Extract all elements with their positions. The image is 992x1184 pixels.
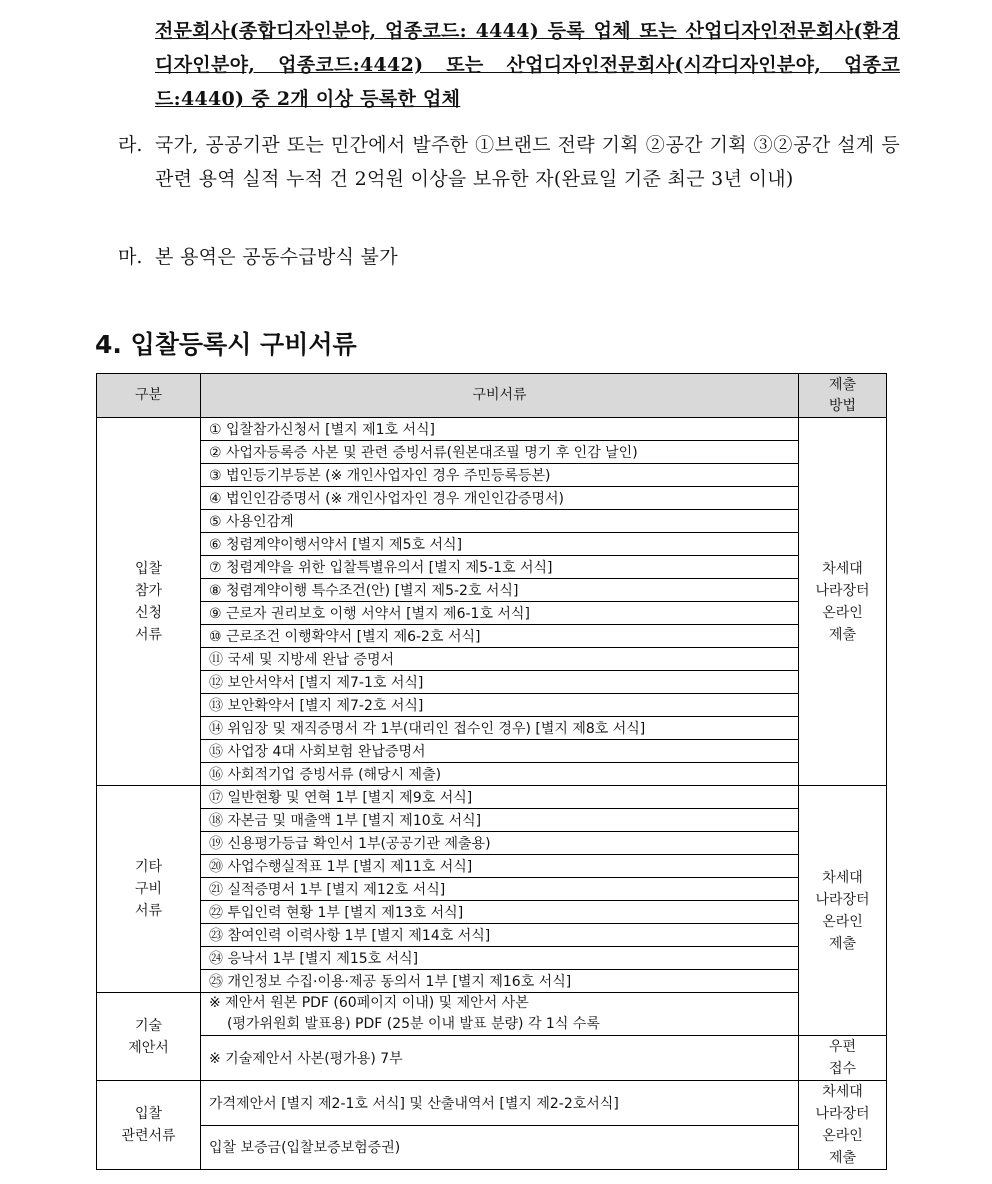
table-row	[97, 625, 887, 648]
category-line: 입찰	[134, 560, 163, 577]
document-cell: ⑤ 사용인감계	[201, 510, 799, 533]
document-cell: ⑲ 신용평가등급 확인서 1부(공공기관 제출용)	[201, 832, 799, 855]
document-cell: ⑭ 위임장 및 재직증명서 각 1부(대리인 접수인 경우) [별지 제8호 서식]	[201, 717, 799, 740]
document-cell: 입찰 보증금(입찰보증보험증권)	[201, 1125, 799, 1170]
header-documents: 구비서류	[201, 374, 799, 418]
document-cell: ⑮ 사업장 4대 사회보험 완납증명서	[201, 740, 799, 763]
category-line: 구비	[134, 881, 163, 897]
category-line: 서류	[134, 903, 163, 919]
table-row	[97, 740, 887, 763]
section-heading: 4. 입찰등록시 구비서류	[95, 330, 357, 359]
category-line: 서류	[134, 626, 163, 643]
method-line: 제출	[828, 1150, 857, 1166]
item-marker: 라.	[118, 134, 143, 156]
document-cell: ⑳ 사업수행실적표 1부 [별지 제11호 서식]	[201, 855, 799, 878]
document-line: (평가위원회 발표용) PDF (25분 이내 발표 분량) 각 1식 수록	[227, 1016, 600, 1032]
table-row	[97, 901, 887, 924]
category-line: 관련서류	[121, 1128, 176, 1144]
item-marker: 마.	[118, 246, 143, 268]
method-line: 온라인	[822, 913, 863, 930]
table-row	[97, 1081, 887, 1126]
document-cell: ⑰ 일반현황 및 연혁 1부 [별지 제9호 서식]	[201, 786, 799, 809]
document-cell: ⑪ 국세 및 지방세 완납 증명서	[201, 648, 799, 671]
document-cell: ⑬ 보안확약서 [별지 제7-2호 서식]	[201, 694, 799, 717]
document-cell: ① 입찰참가신청서 [별지 제1호 서식]	[201, 418, 799, 441]
eligibility-paragraph: 전문회사(종합디자인분야, 업종코드: 4444) 등록 업체 또는 산업디자인전문회사(환경디자인분야, 업종코드:4442) 또는 산업디자인전문회사(시각디자인분야, 업종코드:4440) 중 2개 이상 등록한 업체	[155, 20, 900, 110]
method-line: 나라장터	[815, 1106, 870, 1122]
document-cell: ② 사업자등록증 사본 및 관련 증빙서류(원본대조필 명기 후 인감 날인)	[201, 441, 799, 464]
table-row	[97, 556, 887, 579]
document-cell: ㉒ 투입인력 현황 1부 [별지 제13호 서식]	[201, 901, 799, 924]
table-row	[97, 694, 887, 717]
table-row	[97, 579, 887, 602]
category-cell	[97, 993, 201, 1081]
table-row	[97, 763, 887, 786]
document-cell: ㉑ 실적증명서 1부 [별지 제12호 서식]	[201, 878, 799, 901]
category-line: 기타	[134, 859, 163, 875]
table-row	[97, 441, 887, 464]
required-documents-table	[96, 373, 887, 1170]
item-text: 본 용역은 공동수급방식 불가	[155, 246, 398, 268]
category-line: 신청	[134, 604, 163, 621]
method-line: 제출	[828, 935, 857, 952]
header-category: 구분	[97, 374, 201, 418]
table-row	[97, 970, 887, 993]
method-line: 차세대	[822, 1084, 863, 1100]
document-cell: ⑥ 청렴계약이행서약서 [별지 제5호 서식]	[201, 533, 799, 556]
item-ma	[118, 240, 900, 274]
table-row	[97, 855, 887, 878]
document-cell: ⑩ 근로조건 이행확약서 [별지 제6-2호 서식]	[201, 625, 799, 648]
document-cell: ⑧ 청렴계약이행 특수조건(안) [별지 제5-2호 서식]	[201, 579, 799, 602]
method-cell	[799, 418, 887, 786]
table-row	[97, 947, 887, 970]
document-cell: ㉕ 개인정보 수집·이용·제공 동의서 1부 [별지 제16호 서식]	[201, 970, 799, 993]
header-method-line: 제출	[828, 376, 857, 393]
document-cell: ⑦ 청렴계약을 위한 입찰특별유의서 [별지 제5-1호 서식]	[201, 556, 799, 579]
category-cell	[97, 1081, 201, 1170]
table-header-row	[97, 374, 887, 418]
document-cell: ㉔ 응낙서 1부 [별지 제15호 서식]	[201, 947, 799, 970]
table-row	[97, 1125, 887, 1170]
method-cell	[799, 1036, 887, 1081]
item-ra	[118, 128, 900, 196]
table-row	[97, 809, 887, 832]
table-row	[97, 487, 887, 510]
method-cell	[799, 786, 887, 1036]
category-line: 참가	[134, 582, 163, 599]
category-line: 제안서	[128, 1039, 169, 1056]
document-cell: ⑱ 자본금 및 매출액 1부 [별지 제10호 서식]	[201, 809, 799, 832]
document-cell: ③ 법인등기부등본 (※ 개인사업자인 경우 주민등록등본)	[201, 464, 799, 487]
table-row	[97, 510, 887, 533]
header-method	[799, 374, 887, 418]
document-cell: ※ 기술제안서 사본(평가용) 7부	[201, 1036, 799, 1081]
table-row	[97, 717, 887, 740]
method-line: 우편	[828, 1039, 857, 1055]
header-method-line: 방법	[828, 397, 857, 414]
document-cell: ㉓ 참여인력 이력사항 1부 [별지 제14호 서식]	[201, 924, 799, 947]
category-line: 입찰	[134, 1106, 163, 1122]
category-cell	[97, 418, 201, 786]
table-row	[97, 924, 887, 947]
table-row	[97, 1036, 887, 1081]
method-line: 제출	[828, 626, 857, 643]
method-line: 나라장터	[815, 891, 870, 908]
table-row	[97, 464, 887, 487]
method-line: 온라인	[822, 1128, 863, 1144]
method-line: 차세대	[822, 869, 863, 886]
document-cell: ⑨ 근로자 권리보호 이행 서약서 [별지 제6-1호 서식]	[201, 602, 799, 625]
table-row	[97, 993, 887, 1036]
table-row	[97, 648, 887, 671]
method-line: 온라인	[822, 604, 863, 621]
method-line: 접수	[828, 1061, 857, 1077]
table-row	[97, 418, 887, 441]
document-cell	[201, 993, 799, 1036]
table-row	[97, 878, 887, 901]
document-cell: ④ 법인인감증명서 (※ 개인사업자인 경우 개인인감증명서)	[201, 487, 799, 510]
document-line: ※ 제안서 원본 PDF (60페이지 이내) 및 제안서 사본	[209, 995, 529, 1011]
document-cell: ⑫ 보안서약서 [별지 제7-1호 서식]	[201, 671, 799, 694]
table-row	[97, 786, 887, 809]
category-line: 기술	[134, 1017, 163, 1034]
method-line: 차세대	[822, 560, 863, 577]
document-cell: 가격제안서 [별지 제2-1호 서식] 및 산출내역서 [별지 제2-2호서식]	[201, 1081, 799, 1126]
item-text: 국가, 공공기관 또는 민간에서 발주한 ①브랜드 전략 기획 ②공간 기획 ③②공간 설계 등 관련 용역 실적 누적 건 2억원 이상을 보유한 자(완료일 기준 최근 3년 이내)	[155, 134, 900, 190]
table-row	[97, 671, 887, 694]
table-row	[97, 832, 887, 855]
method-cell	[799, 1081, 887, 1170]
method-line: 나라장터	[815, 582, 870, 599]
table-row	[97, 602, 887, 625]
category-cell	[97, 786, 201, 993]
document-cell: ⑯ 사회적기업 증빙서류 (해당시 제출)	[201, 763, 799, 786]
table-row	[97, 533, 887, 556]
